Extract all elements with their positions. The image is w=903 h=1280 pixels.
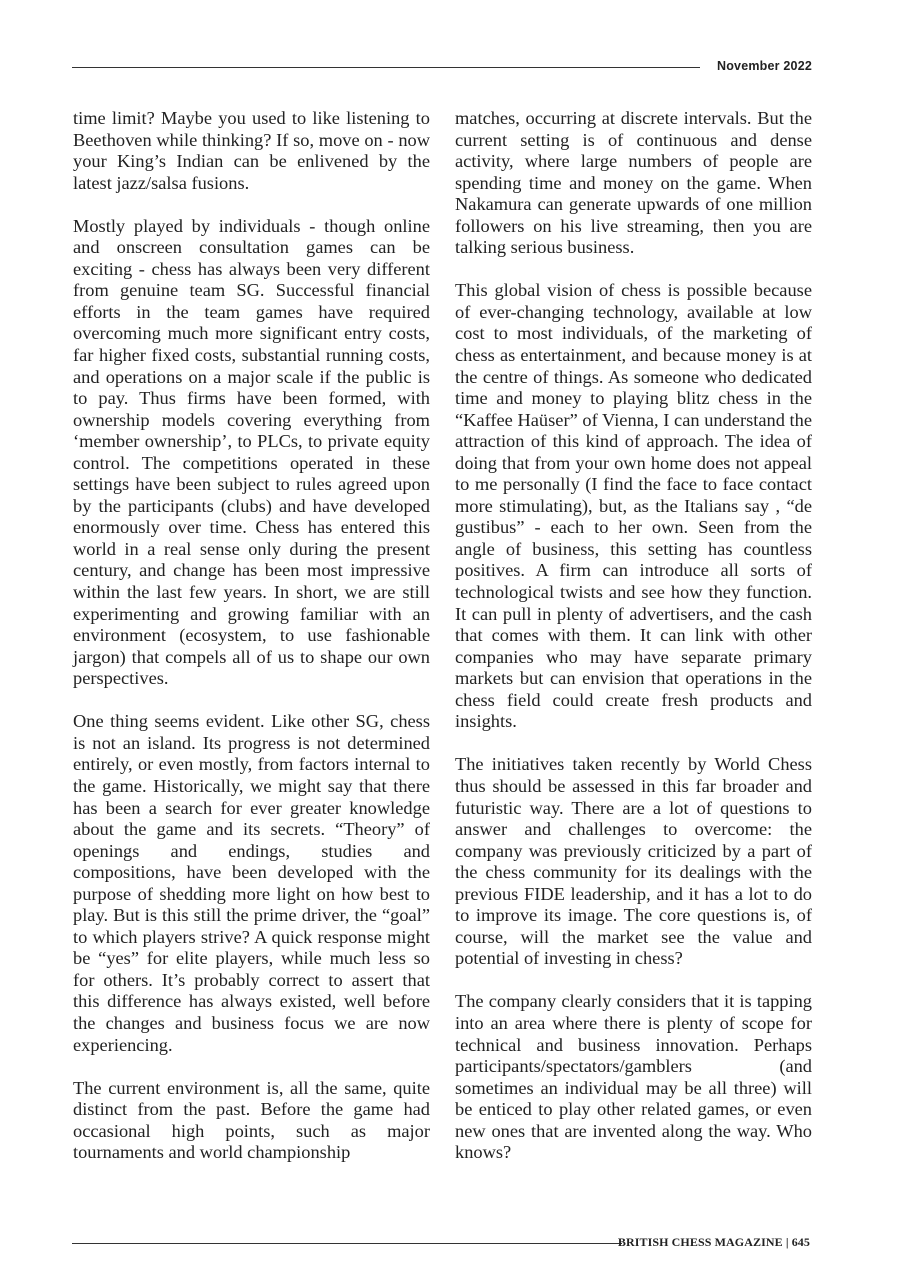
page-header [72, 57, 812, 77]
right-column [455, 108, 812, 1164]
right-paragraph-3: The initiatives taken recently by World Chess thus should be assessed in this far broader and futuristic way. There are a lot of questions to answer and challenges to overcome: the company was previously criticized by a part of the chess community for its dealings with the previous FIDE leadership, and it has a lot to do to improve its image. The core questions is, of course, will the market see the value and potential of investing in chess? [455, 754, 812, 969]
page-footer [72, 1234, 812, 1254]
issue-date: November 2022 [716, 59, 812, 73]
right-paragraph-2: This global vision of chess is possible because of ever-changing technology, available at low cost to most individuals, of the marketing of chess as entertainment, and because money is at the centre of things. As someone who dedicated time and money to playing blitz chess in the “Kaffee Haüser” of Vienna, I can understand the attraction of this kind of approach. The idea of doing that from your own home does not appeal to me personally (I find the face to face contact more stimulating), but, as the Italians say , “de gustibus” - each to her own. Seen from the angle of business, this setting has countless positives. A firm can introduce all sorts of technological twists and see how they function. It can pull in plenty of advertisers, and the cash that comes with them. It can link with other companies who may have separate primary markets but can envision that operations in the chess field could create fresh products and insights. [455, 280, 812, 732]
footer-rule [72, 1243, 622, 1244]
left-paragraph-2: Mostly played by individuals - though online and onscreen consultation games can be exciting - chess has always been very different from genuine team SG. Successful financial efforts in the team games have required overcoming much more significant entry costs, far higher fixed costs, substantial running costs, and operations on a major scale if the public is to pay. Thus firms have been formed, with ownership models covering everything from ‘member ownership’, to PLCs, to private equity control. The competitions operated in these settings have been subject to rules agreed upon by the participants (clubs) and have developed enormously over time. Chess has entered this world in a real sense only during the present century, and change has been most impressive within the last few years. In short, we are still experimenting and growing familiar with an environment (ecosystem, to use fashionable jargon) that compels all of us to shape our own perspectives. [73, 215, 430, 689]
left-paragraph-1: time limit? Maybe you used to like listening to Beethoven while thinking? If so, move on - now your King’s Indian can be enlivened by the latest jazz/salsa fusions. [73, 108, 430, 193]
header-rule [72, 67, 700, 68]
right-paragraph-1: matches, occurring at discrete intervals. But the current setting is of continuous and dense activity, where large numbers of people are spending time and money on the game. When Nakamura can generate upwards of one million followers on his live streaming, then you are talking serious business. [455, 108, 812, 258]
right-paragraph-4: The company clearly considers that it is tapping into an area where there is plenty of scope for technical and business innovation. Perhaps participants/spectators/gamblers (and sometimes an individual may be all three) will be enticed to play other related games, or even new ones that are invented along the way. Who knows? [455, 991, 812, 1163]
magazine-name-page-number: BRITISH CHESS MAGAZINE | 645 [617, 1235, 810, 1249]
left-paragraph-3: One thing seems evident. Like other SG, chess is not an island. Its progress is not determined entirely, or even mostly, from factors internal to the game. Historically, we might say that there has been a search for ever greater knowledge about the game and its secrets. “Theory” of openings and endings, studies and compositions, have been developed with the purpose of shedding more light on how best to play. But is this still the prime driver, the “goal” to which players strive? A quick response might be “yes” for elite players, while much less so for others. It’s probably correct to assert that this difference has always existed, well before the changes and business focus we are now experiencing. [73, 711, 430, 1055]
left-column [73, 108, 430, 1164]
left-paragraph-4: The current environment is, all the same, quite distinct from the past. Before the game had occasional high points, such as major tournaments and world championship [73, 1077, 430, 1163]
